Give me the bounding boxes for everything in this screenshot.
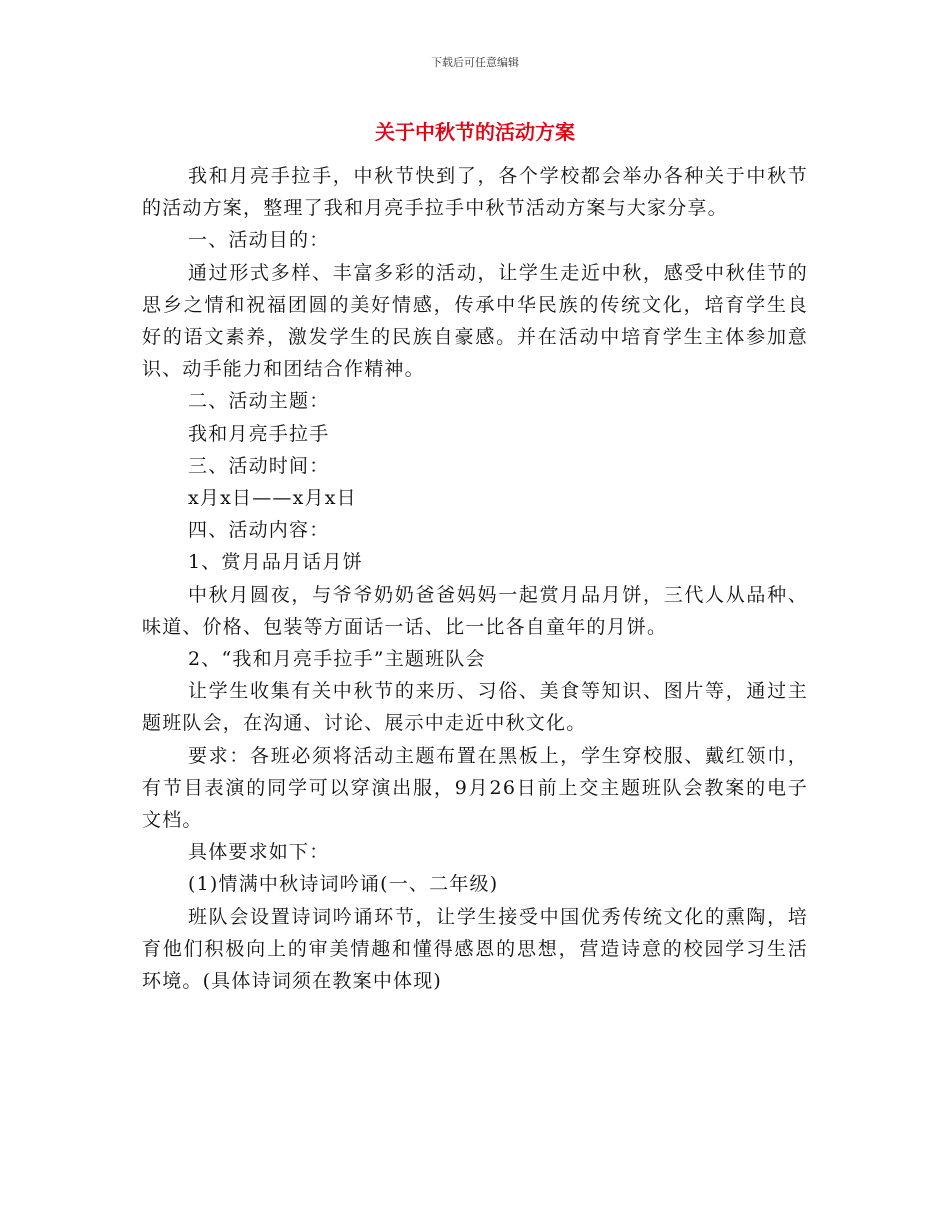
paragraph-time: x月x日——x月x日	[188, 487, 357, 510]
heading-purpose: 一、活动目的：	[188, 229, 330, 252]
paragraph-intro: 我和月亮手拉手，中秋节快到了，各个学校都会举办各种关于中秋节的活动方案，整理了我和月亮手拉手中秋节活动方案与大家分享。	[142, 165, 808, 220]
paragraph-class-meeting: 让学生收集有关中秋节的来历、习俗、美食等知识、图片等，通过主题班队会，在沟通、讨论、展示中走近中秋文化。	[142, 680, 808, 735]
subheading-class-meeting: 2、“我和月亮手拉手”主题班队会	[188, 648, 486, 671]
subheading-poetry: (1)情满中秋诗词吟诵(一、二年级)	[188, 873, 499, 896]
document-body	[142, 160, 808, 997]
heading-content: 四、活动内容：	[188, 519, 330, 542]
heading-time: 三、活动时间：	[188, 454, 330, 477]
paragraph-mooncake: 中秋月圆夜，与爷爷奶奶爸爸妈妈一起赏月品月饼，三代人从品种、味道、价格、包装等方面话一话、比一比各自童年的月饼。	[142, 583, 808, 638]
paragraph-requirements: 要求：各班必须将活动主题布置在黑板上，学生穿校服、戴红领巾，有节目表演的同学可以穿演出服，9月26日前上交主题班队会教案的电子文档。	[142, 744, 808, 832]
document-title: 关于中秋节的活动方案	[375, 120, 575, 144]
paragraph-theme: 我和月亮手拉手	[188, 422, 330, 445]
subheading-mooncake: 1、赏月品月话月饼	[188, 551, 363, 574]
paragraph-purpose: 通过形式多样、丰富多彩的活动，让学生走近中秋，感受中秋佳节的思乡之情和祝福团圆的美好情感，传承中华民族的传统文化，培育学生良好的语文素养，激发学生的民族自豪感。并在活动中培育学生主体参加意识、动手能力和团结合作精神。	[142, 261, 808, 381]
heading-theme: 二、活动主题：	[188, 390, 330, 413]
paragraph-poetry: 班队会设置诗词吟诵环节，让学生接受中国优秀传统文化的熏陶，培育他们积极向上的审美情趣和懂得感恩的思想，营造诗意的校园学习生活环境。(具体诗词须在教案中体现)	[142, 905, 808, 993]
header-note: 下载后可任意编辑	[431, 56, 519, 69]
heading-details: 具体要求如下：	[188, 841, 330, 864]
